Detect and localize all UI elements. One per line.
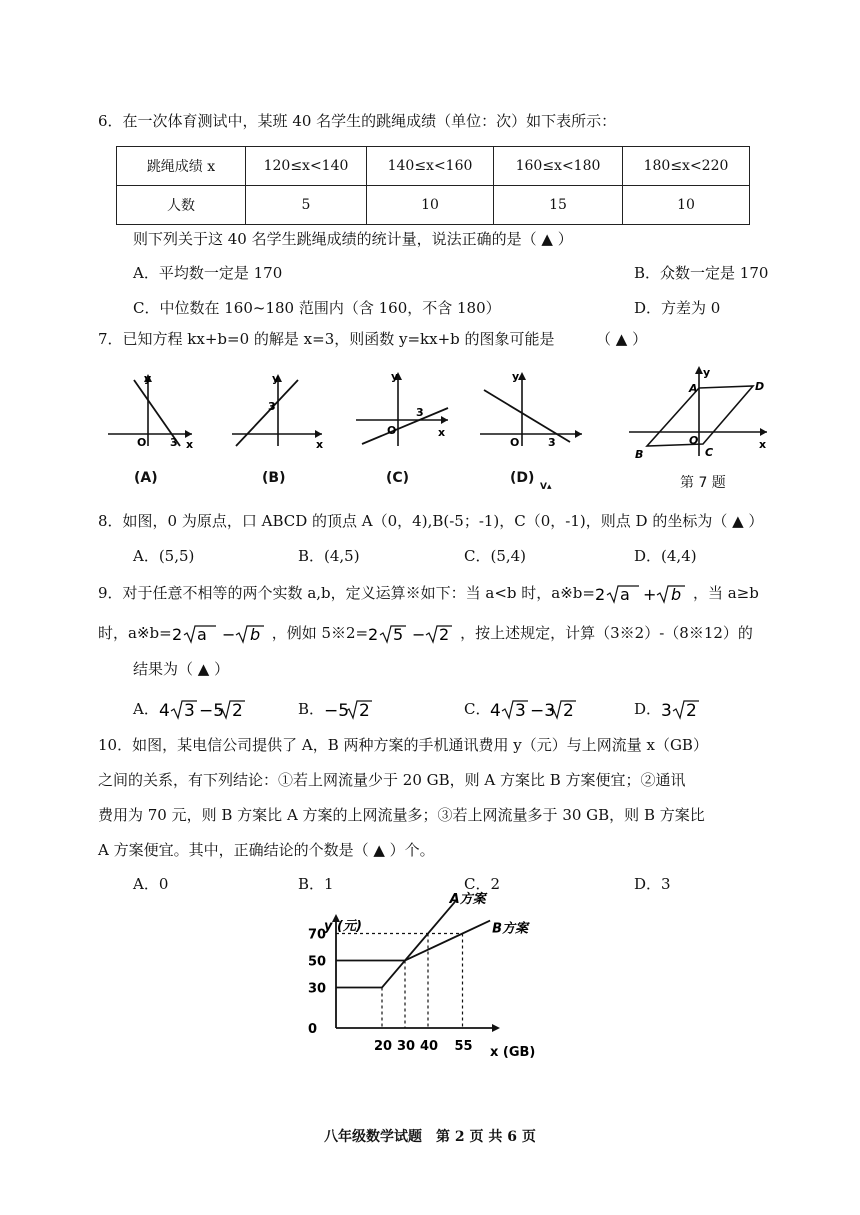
option-formula [159, 697, 249, 723]
origin-label: O [387, 424, 397, 437]
axis-label: y [272, 372, 280, 385]
y-tick-label: 30 [308, 981, 327, 997]
series-label: B方案 [492, 921, 529, 937]
point-label: D [755, 380, 765, 393]
q8-option-c[interactable]: C．(5,4) [464, 547, 527, 565]
x-tick-label: 20 [374, 1039, 393, 1054]
q10-line4: A 方案便宜。其中，正确结论的个数是（ ▲ ）个。 [98, 841, 435, 859]
origin-label: O [137, 436, 147, 449]
q9-text: 9．对于任意不相等的两个实数 a,b，定义运算※如下：当 a<b 时，a※b= [98, 584, 595, 602]
svg-text:4: 4 [490, 701, 502, 721]
q6-table [116, 146, 750, 225]
origin-label: O [510, 436, 520, 449]
table-cell: 5 [246, 186, 367, 225]
axis-label: y [144, 372, 152, 385]
table-cell: 人数 [117, 186, 246, 225]
svg-text:−5: −5 [324, 701, 350, 721]
svg-text:−: − [221, 625, 236, 644]
axis-label: x [759, 438, 767, 451]
svg-text:3: 3 [515, 701, 527, 721]
option-formula [661, 697, 711, 723]
table-cell: 120≤x<140 [246, 147, 367, 186]
x-axis-label: x (GB) [490, 1045, 536, 1060]
point-label: B [635, 448, 644, 461]
q10-chart [300, 892, 560, 1068]
q7-stem: 7．已知方程 kx+b=0 的解是 x=3，则函数 y=kx+b 的图象可能是 [98, 330, 555, 348]
q9-option-d[interactable] [634, 697, 711, 723]
q9-option-c[interactable] [464, 697, 580, 723]
q7-figure-caption: 第 7 题 [680, 475, 726, 491]
q6-option-a: A．平均数一定是 170 [133, 264, 283, 282]
table-cell: 跳绳成绩 x [117, 147, 246, 186]
q7-graph-b [230, 368, 325, 451]
point-label: A [689, 382, 698, 395]
option-letter: C． [464, 700, 491, 718]
svg-text:2: 2 [368, 625, 379, 644]
axis-label: y [512, 370, 520, 383]
svg-text:b: b [249, 625, 260, 644]
q6-stem: 6．在一次体育测试中，某班 40 名学生的跳绳成绩（单位：次）如下表所示： [98, 112, 617, 130]
q6-option-b: B．众数一定是 170 [634, 264, 769, 282]
svg-text:3: 3 [661, 701, 672, 721]
svg-text:a: a [619, 585, 630, 604]
q10-option-c[interactable]: C．2 [464, 875, 501, 893]
q6-question: 则下列关于这 40 名学生跳绳成绩的统计量，说法正确的是（ ▲ ） [133, 230, 573, 248]
table-cell: 160≤x<180 [494, 147, 623, 186]
svg-text:4: 4 [158, 701, 170, 721]
q8-stem: 8．如图，0 为原点，口 ABCD 的顶点 A（0，4),B(-5；-1)，C（0，-1)，则点 D 的坐标为（ ▲ ） [98, 512, 764, 530]
q8-figure [625, 360, 773, 460]
stray-mark: V▴ [540, 482, 552, 492]
q7-graph-c-label: (C) [386, 470, 410, 486]
svg-text:2: 2 [171, 625, 182, 644]
q7-graph-a [106, 368, 196, 451]
q10-option-b[interactable]: B．1 [298, 875, 334, 893]
svg-text:2: 2 [594, 585, 606, 604]
q9-line3: 结果为（ ▲ ） [133, 660, 230, 678]
tick-label: 3 [268, 400, 276, 413]
svg-text:3: 3 [183, 701, 195, 721]
x-tick-label: 30 [397, 1039, 416, 1054]
axis-label: x [316, 438, 324, 451]
svg-text:−: − [412, 625, 426, 644]
q9-formula-3 [368, 624, 460, 642]
table-cell: 15 [494, 186, 623, 225]
page-footer: 八年级数学试题 第 2 页 共 6 页 [324, 1129, 536, 1145]
tick-label: 3 [170, 436, 178, 449]
q7-graph-b-label: (B) [262, 470, 286, 486]
axis-label: x [186, 438, 194, 451]
series-label: A方案 [449, 892, 486, 908]
x-tick-label: 55 [454, 1039, 473, 1054]
q9-text: 时，a※b= [98, 624, 172, 642]
q7-graph-c [354, 368, 454, 448]
q9-formula-1 [595, 584, 693, 602]
y-tick-label: 0 [308, 1022, 318, 1037]
option-formula [490, 697, 580, 723]
svg-text:2: 2 [231, 701, 243, 721]
q8-option-a[interactable]: A．(5,5) [133, 547, 195, 565]
axis-label: y [391, 370, 399, 383]
option-letter: D． [634, 700, 662, 718]
q6-option-c: C．中位数在 160~180 范围内（含 160，不含 180） [133, 299, 501, 317]
q6-option-d: D．方差为 0 [634, 299, 721, 317]
table-cell: 180≤x<220 [623, 147, 750, 186]
q10-line2: 之间的关系，有下列结论：①若上网流量少于 20 GB，则 A 方案比 B 方案便宜；②通讯 [98, 771, 686, 789]
table-cell: 140≤x<160 [367, 147, 494, 186]
q8-option-b[interactable]: B．(4,5) [298, 547, 360, 565]
option-letter: B． [298, 700, 325, 718]
tick-label: 3 [416, 406, 424, 419]
q7-graph-d-label: (D) [510, 470, 535, 486]
option-letter: A． [133, 700, 159, 718]
q9-formula-2 [172, 624, 272, 642]
q9-text: ，例如 5※2= [271, 624, 369, 642]
option-formula [324, 697, 384, 723]
q8-option-d[interactable]: D．(4,4) [634, 547, 697, 565]
q9-option-a[interactable] [133, 697, 249, 723]
q7-graph-d [478, 368, 588, 448]
q10-line3: 费用为 70 元，则 B 方案比 A 方案的上网流量多；③若上网流量多于 30 GB，则 B 方案比 [98, 806, 705, 824]
svg-text:a: a [196, 625, 207, 644]
svg-text:2: 2 [686, 701, 697, 721]
q9-line1 [98, 582, 759, 606]
svg-text:b: b [670, 585, 682, 604]
table-row [117, 147, 750, 186]
q9-text: ，当 a≥b [692, 584, 759, 602]
x-tick-label: 40 [420, 1039, 439, 1054]
svg-text:2: 2 [359, 701, 370, 721]
point-label: C [705, 446, 714, 459]
table-cell: 10 [367, 186, 494, 225]
q10-option-a[interactable]: A．0 [133, 875, 169, 893]
q9-text: ，按上述规定，计算（3※2）-（8※12）的 [460, 624, 753, 642]
axis-label: y [703, 366, 711, 379]
q9-line2 [98, 622, 753, 646]
axis-label: x [438, 426, 446, 439]
q10-option-d[interactable]: D．3 [634, 875, 671, 893]
svg-text:2: 2 [439, 625, 450, 644]
q9-option-b[interactable] [298, 697, 384, 723]
q10-line1: 10．如图，某电信公司提供了 A，B 两种方案的手机通讯费用 y（元）与上网流量 x（GB） [98, 736, 708, 754]
svg-text:5: 5 [393, 625, 404, 644]
svg-text:+: + [642, 585, 657, 604]
y-tick-label: 50 [308, 954, 327, 970]
table-cell: 10 [623, 186, 750, 225]
q7-blank: （ ▲ ） [596, 330, 648, 348]
origin-label: O [689, 434, 699, 447]
y-axis-label: y (元) [324, 919, 362, 934]
svg-text:−3: −3 [530, 701, 556, 721]
q7-graph-a-label: (A) [134, 470, 158, 486]
svg-text:−5: −5 [198, 701, 224, 721]
y-tick-label: 70 [308, 927, 327, 943]
tick-label: 3 [548, 436, 556, 449]
table-row [117, 186, 750, 225]
svg-text:2: 2 [563, 701, 575, 721]
